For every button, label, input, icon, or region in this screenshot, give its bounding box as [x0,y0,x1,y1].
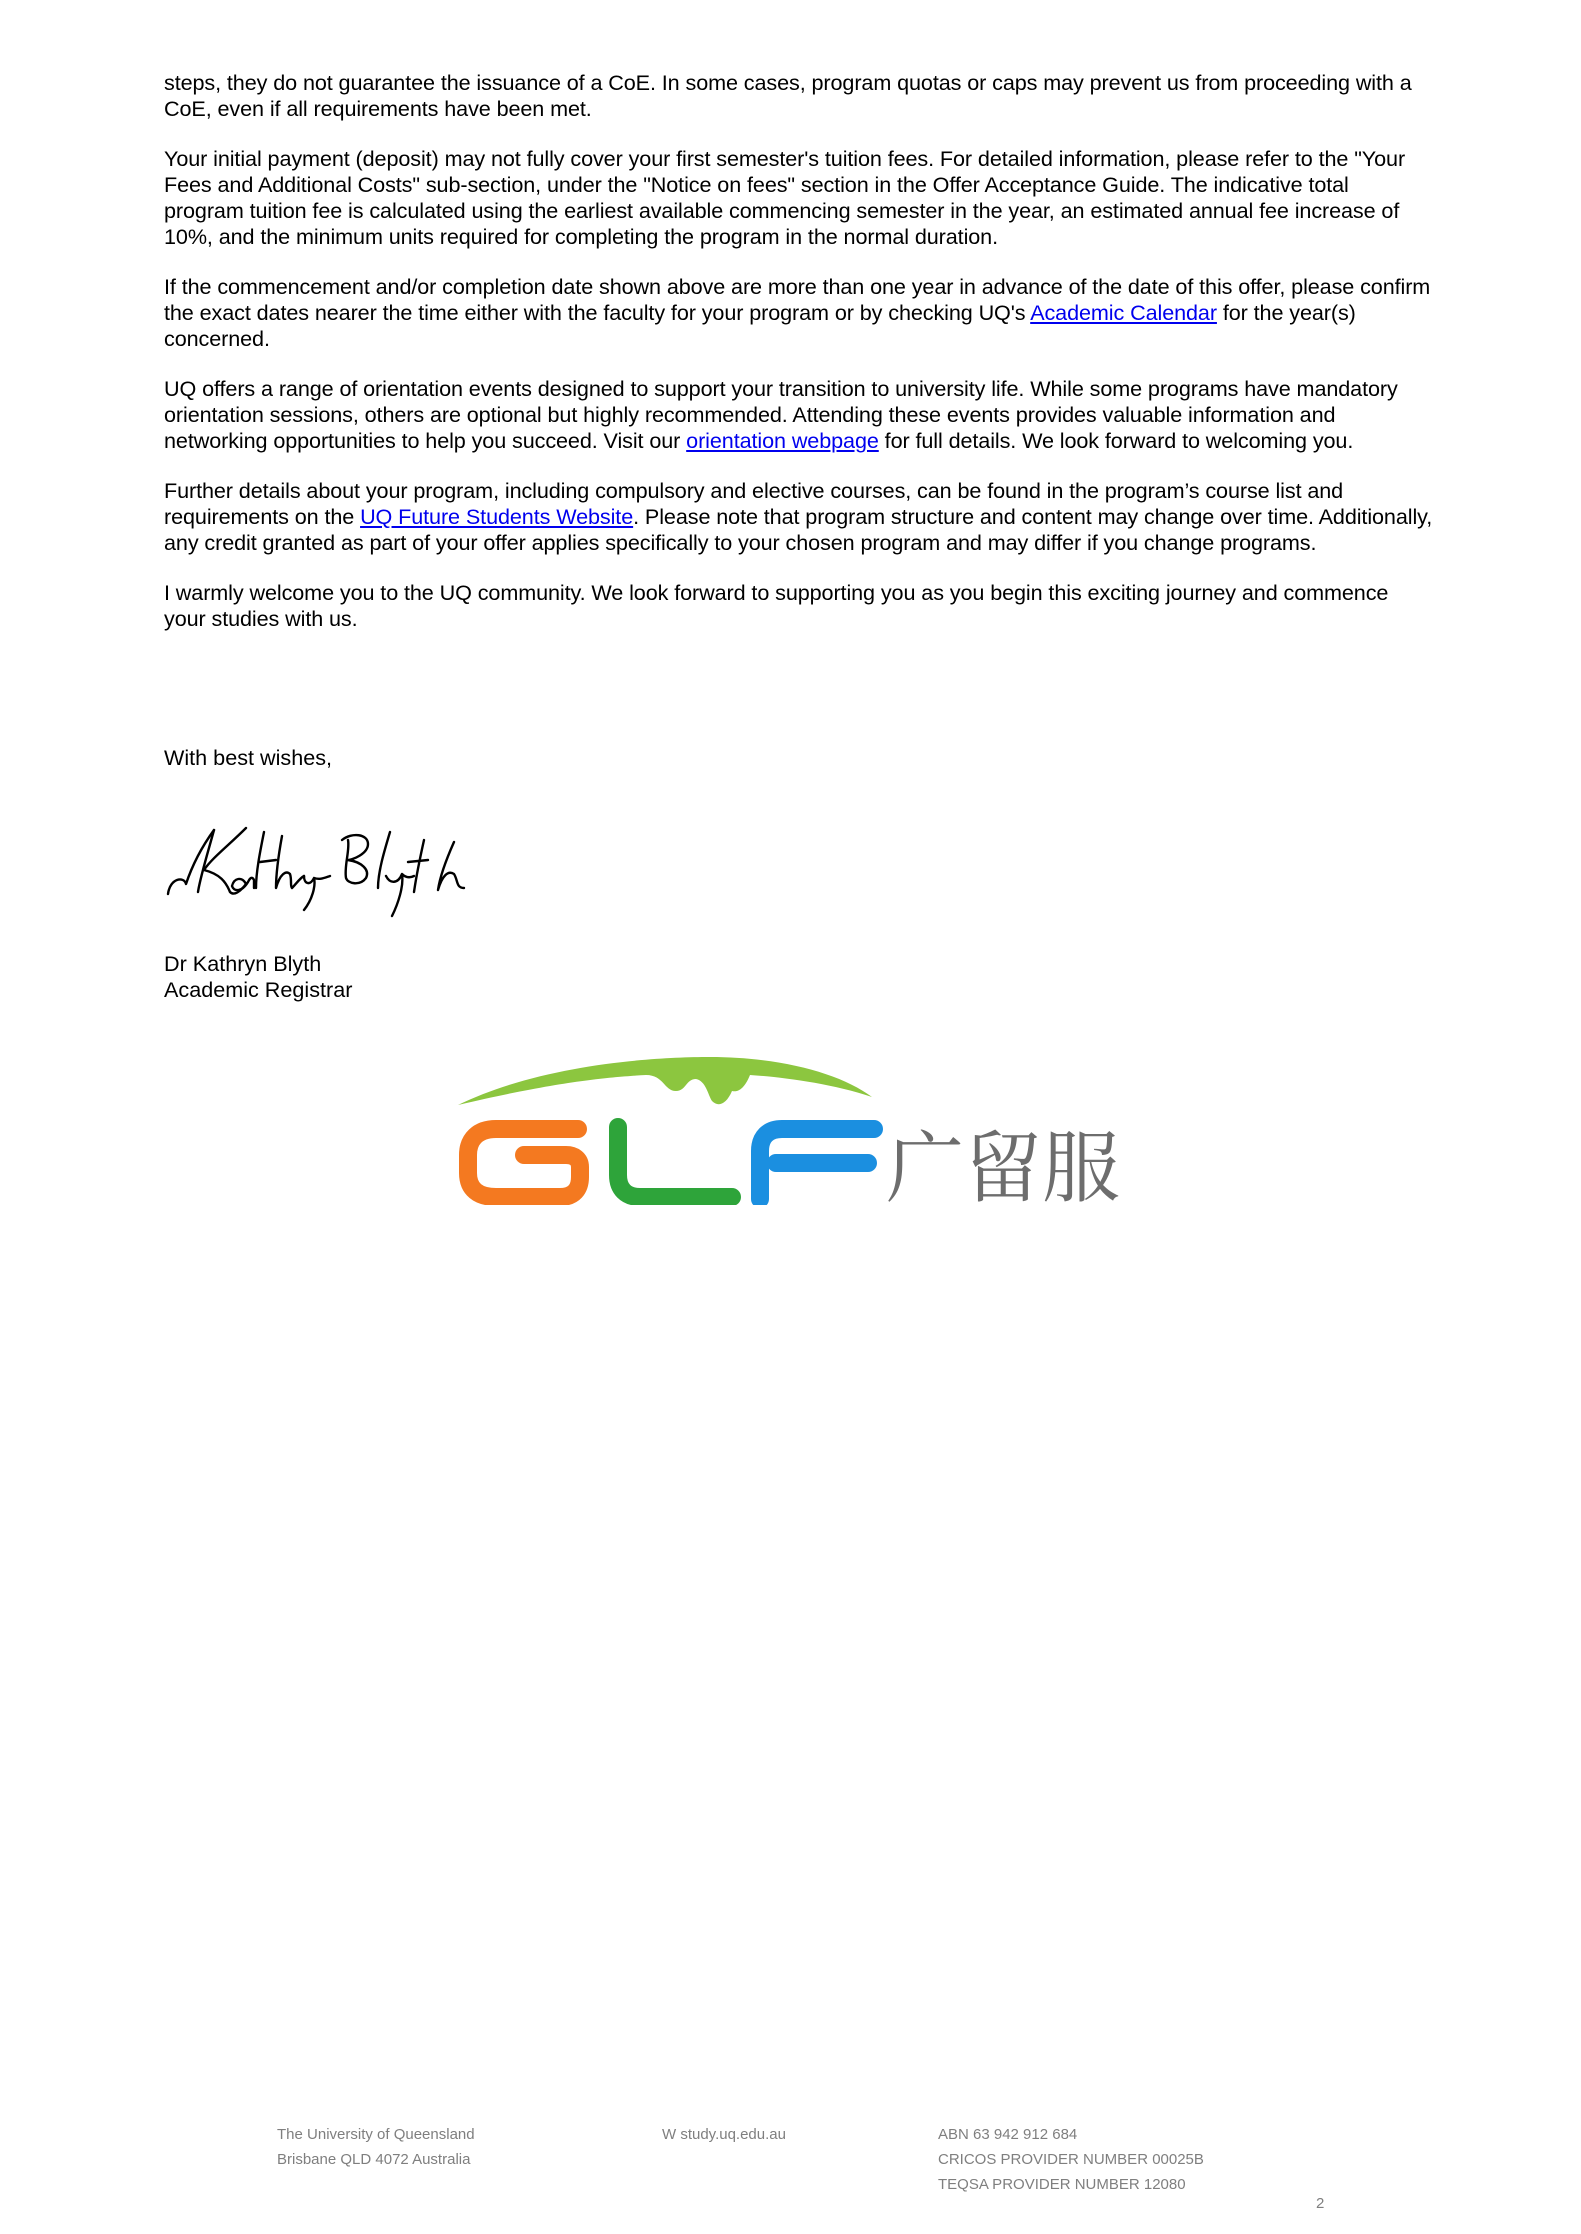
logo-letter-g-icon [468,1129,580,1197]
paragraph-dates [164,274,1434,352]
logo-chinese-text: 广留服 [886,1124,1121,1205]
paragraph-text: Your initial payment (deposit) may not fully cover your first semester's tuition fees. For detailed information, please refer to the "Your Fees and Additional Costs" sub-section, under the "Notice on fees" section in the Offer Acceptance Guide. The indicative total program tuition fee is calculated using the earliest available commencing semester in the year, an estimated annual fee increase of 10%, and the minimum units required for completing the program in the normal duration. [164,146,1406,249]
footer-cricos: CRICOS PROVIDER NUMBER 00025B [938,2151,1204,2168]
paragraph-text: steps, they do not guarantee the issuance of a CoE. In some cases, program quotas or caps may prevent us from proceeding with a CoE, even if all requirements have been met. [164,70,1412,121]
paragraph-coe [164,70,1434,122]
logo-arc-icon [458,1057,872,1105]
paragraph-fees [164,146,1434,250]
paragraph-program-details [164,478,1434,556]
signatory-title: Academic Registrar [164,977,353,1002]
academic-calendar-link[interactable]: Academic Calendar [1030,300,1217,325]
footer-address [277,2122,475,2172]
footer-teqsa: TEQSA PROVIDER NUMBER 12080 [938,2176,1186,2193]
paragraph-text: UQ offers a range of orientation events designed to support your transition to university life. While some programs have mandatory orientation sessions, others are optional but highly recommended. Attending these events provides valuable information and networking opportunities to help you succeed. Visit our [164,376,1398,453]
footer-abn: ABN 63 942 912 684 [938,2126,1078,2143]
paragraph-text: If the commencement and/or completion date shown above are more than one year in advance of the date of this offer, please confirm the exact dates nearer the time either with the faculty for your program or by checking UQ's [164,274,1431,325]
paragraph-welcome [164,580,1434,632]
footer-registration [938,2122,1204,2197]
glf-logo [450,1055,1170,1205]
paragraph-text: for the year(s) concerned. [164,300,1356,351]
orientation-webpage-link[interactable]: orientation webpage [686,428,879,453]
signature-icon [164,822,544,932]
page-number: 2 [1316,2195,1325,2212]
paragraph-orientation [164,376,1434,454]
logo-letter-f-icon [760,1129,874,1199]
footer-website: W study.uq.edu.au [662,2126,786,2143]
paragraph-text: . Please note that program structure and content may change over time. Additionally, any credit granted as part of your offer applies specifically to your chosen program and may differ if you change programs. [164,504,1433,555]
closing-salutation: With best wishes, [164,745,333,770]
logo-letter-l-icon [618,1127,732,1197]
paragraph-text: for full details. We look forward to welcoming you. [878,428,1354,453]
footer-location: Brisbane QLD 4072 Australia [277,2151,471,2168]
paragraph-text: I warmly welcome you to the UQ community. We look forward to supporting you as you begin this exciting journey and commence your studies with us. [164,580,1389,631]
footer-web [662,2122,786,2147]
paragraph-text: Further details about your program, including compulsory and elective courses, can be found in the program’s course list and requirements on the [164,478,1344,529]
footer-university: The University of Queensland [277,2126,475,2143]
future-students-website-link[interactable]: UQ Future Students Website [360,504,634,529]
signatory-block [164,951,352,1003]
signatory-name: Dr Kathryn Blyth [164,951,322,976]
letter-body [164,70,1434,656]
